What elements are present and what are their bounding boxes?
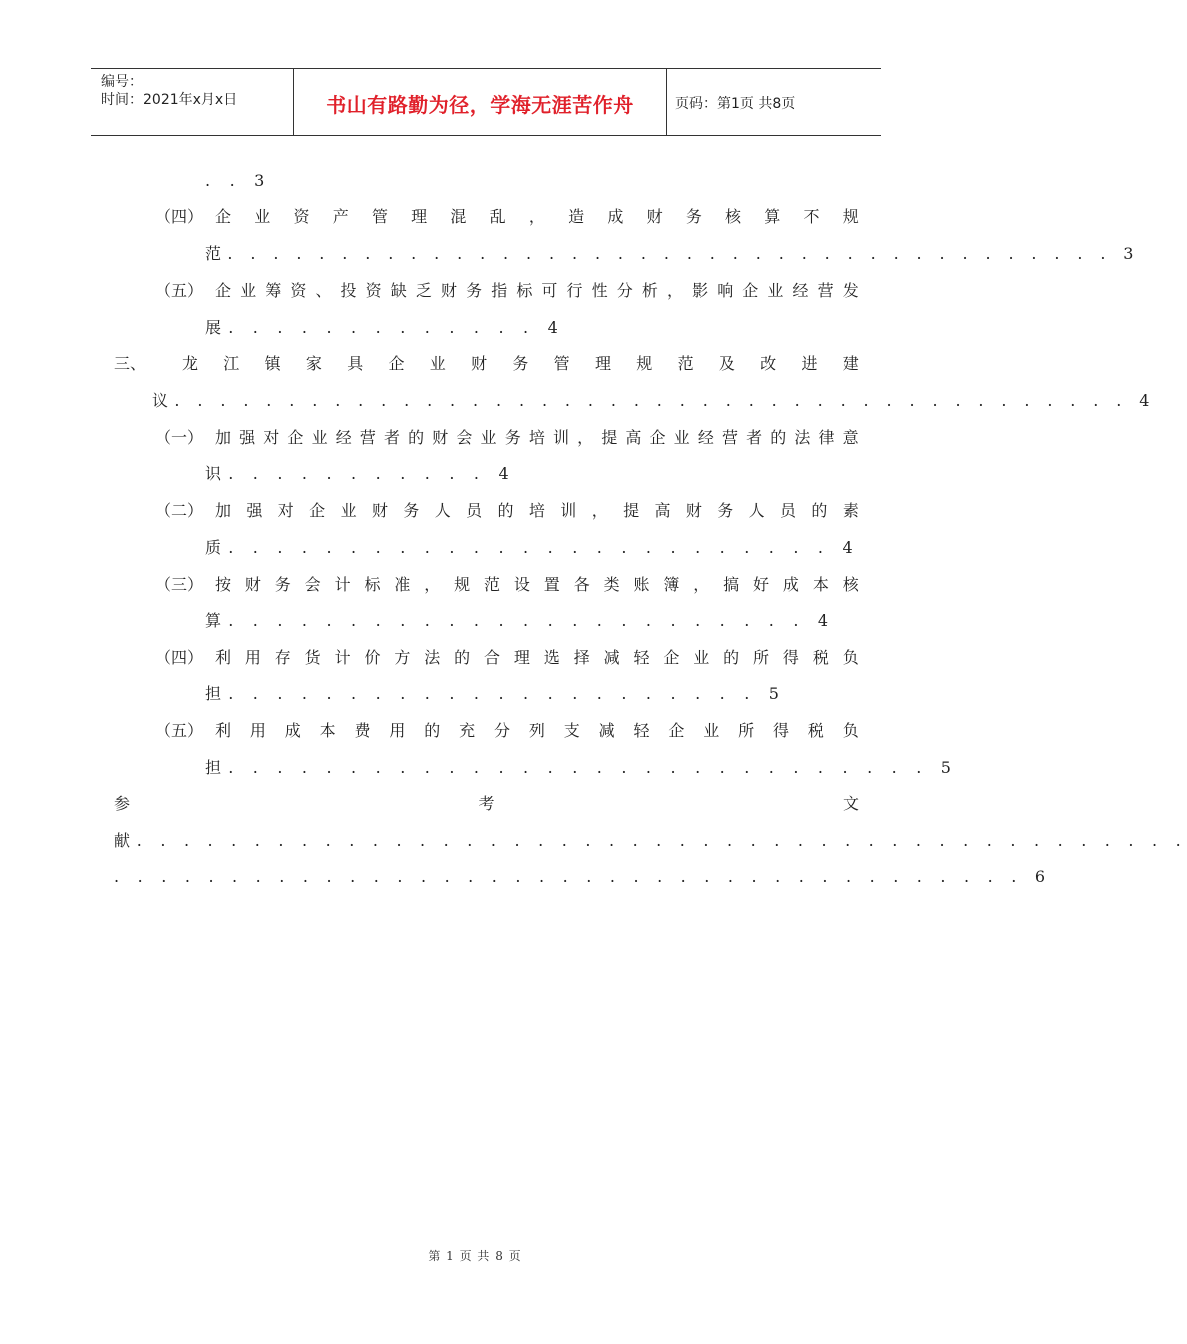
toc-char: 对 xyxy=(263,428,280,447)
toc-line: . . 3 xyxy=(205,171,272,190)
toc-char: 规 xyxy=(842,207,859,226)
toc-char: 员 xyxy=(466,501,483,520)
toc-char: 规 xyxy=(454,575,471,594)
toc-char: 按 xyxy=(215,575,232,594)
toc-char: 务 xyxy=(504,428,521,447)
toc-char: 账 xyxy=(633,575,650,594)
toc-char: 搞 xyxy=(723,575,740,594)
toc-char: 家 xyxy=(305,354,322,373)
toc-entry-number: （一） xyxy=(155,428,204,447)
toc-char: 企 xyxy=(388,354,405,373)
toc-char: 所 xyxy=(753,648,770,667)
toc-entry-title xyxy=(215,647,859,669)
toc-char: 用 xyxy=(249,721,266,740)
toc-char: 训 xyxy=(552,428,569,447)
toc-char: 参 xyxy=(114,794,131,813)
toc-char: 规 xyxy=(636,354,653,373)
toc-char: 本 xyxy=(812,575,829,594)
toc-line: 担. . . . . . . . . . . . . . . . . . . . . . 5 xyxy=(205,684,787,703)
toc-char: 投 xyxy=(340,281,357,300)
toc-char: 发 xyxy=(842,281,859,300)
toc-char: 务 xyxy=(466,281,483,300)
toc-char: ， xyxy=(424,575,441,594)
toc-char: 企 xyxy=(215,281,232,300)
toc-char: 具 xyxy=(347,354,364,373)
toc-char: 的 xyxy=(497,501,514,520)
toc-char: 素 xyxy=(842,501,859,520)
toc-char: 业 xyxy=(673,428,690,447)
document-header xyxy=(91,68,881,136)
toc-char: 镇 xyxy=(264,354,281,373)
toc-char: 影 xyxy=(692,281,709,300)
toc-entry-number: 三、 xyxy=(114,354,147,373)
toc-char: 企 xyxy=(668,721,685,740)
toc-char: ， xyxy=(577,428,594,447)
toc-char: 各 xyxy=(573,575,590,594)
toc-char: 税 xyxy=(812,648,829,667)
toc-char: 行 xyxy=(566,281,583,300)
toc-entry-number: （四） xyxy=(155,207,204,226)
toc-char: 设 xyxy=(513,575,530,594)
toc-char: 列 xyxy=(528,721,545,740)
toc-char: 务 xyxy=(685,207,702,226)
toc-char: 人 xyxy=(748,501,765,520)
toc-char: 经 xyxy=(697,428,714,447)
toc-char: 的 xyxy=(723,648,740,667)
toc-char: 计 xyxy=(334,575,351,594)
toc-char: 培 xyxy=(528,428,545,447)
toc-char: 轻 xyxy=(633,648,650,667)
toc-entry-title xyxy=(114,793,859,815)
toc-char: 加 xyxy=(215,428,232,447)
toc-char: 的 xyxy=(770,428,787,447)
toc-char: 意 xyxy=(842,428,859,447)
toc-char: 提 xyxy=(623,501,640,520)
toc-char: 成 xyxy=(607,207,624,226)
toc-char: 范 xyxy=(677,354,694,373)
toc-char: 资 xyxy=(365,281,382,300)
toc-entry-title xyxy=(215,427,859,449)
toc-char: 用 xyxy=(244,648,261,667)
toc-char: 轻 xyxy=(633,721,650,740)
toc-char: 财 xyxy=(471,354,488,373)
toc-char: 企 xyxy=(287,428,304,447)
toc-entry-number: （三） xyxy=(155,575,204,594)
toc-char: ， xyxy=(591,501,608,520)
toc-char: 培 xyxy=(528,501,545,520)
header-time: 时间：2021年x月x日 xyxy=(101,92,238,108)
toc-char: 、 xyxy=(315,281,332,300)
toc-char: 缺 xyxy=(390,281,407,300)
toc-char: 本 xyxy=(319,721,336,740)
toc-char: 对 xyxy=(277,501,294,520)
toc-char: 的 xyxy=(454,648,471,667)
toc-char: ， xyxy=(528,207,545,226)
header-number: 编号： xyxy=(101,74,143,90)
toc-char: 法 xyxy=(424,648,441,667)
toc-line: 担. . . . . . . . . . . . . . . . . . . . . . . . . . . . . 5 xyxy=(205,758,959,777)
toc-char: 会 xyxy=(456,428,473,447)
toc-char: 资 xyxy=(290,281,307,300)
toc-char: 强 xyxy=(246,501,263,520)
toc-line: 范. . . . . . . . . . . . . . . . . . . . . . . . . . . . . . . . . . . . . . . 3 xyxy=(205,244,1140,263)
toc-char: 文 xyxy=(842,794,859,813)
toc-char: 货 xyxy=(304,648,321,667)
toc-char: 营 xyxy=(817,281,834,300)
toc-char: 响 xyxy=(717,281,734,300)
toc-char: 及 xyxy=(718,354,735,373)
toc-char: 企 xyxy=(309,501,326,520)
toc-char: 产 xyxy=(332,207,349,226)
toc-char: 业 xyxy=(703,721,720,740)
toc-char: 指 xyxy=(491,281,508,300)
toc-char: 分 xyxy=(616,281,633,300)
toc-char: 成 xyxy=(782,575,799,594)
toc-char: 进 xyxy=(801,354,818,373)
toc-char: 财 xyxy=(685,501,702,520)
toc-char: 的 xyxy=(424,721,441,740)
toc-char: 利 xyxy=(215,648,232,667)
toc-char: 会 xyxy=(304,575,321,594)
toc-char: 资 xyxy=(293,207,310,226)
toc-line: 识. . . . . . . . . . . 4 xyxy=(205,464,516,483)
toc-char: 方 xyxy=(394,648,411,667)
toc-entry-number: （五） xyxy=(155,721,204,740)
header-meta xyxy=(101,73,237,109)
toc-char: 合 xyxy=(484,648,501,667)
toc-char: 企 xyxy=(215,207,232,226)
toc-char: 核 xyxy=(725,207,742,226)
toc-char: 理 xyxy=(513,648,530,667)
toc-char: 业 xyxy=(693,648,710,667)
toc-char: 混 xyxy=(450,207,467,226)
toc-char: 龙 xyxy=(182,354,199,373)
toc-line: 展. . . . . . . . . . . . . 4 xyxy=(205,318,566,337)
toc-char: 税 xyxy=(807,721,824,740)
toc-char: 范 xyxy=(484,575,501,594)
toc-char: 提 xyxy=(601,428,618,447)
toc-char: 改 xyxy=(760,354,777,373)
toc-char: 造 xyxy=(568,207,585,226)
toc-char: 人 xyxy=(434,501,451,520)
toc-entry-number: （四） xyxy=(155,648,204,667)
toc-char: 筹 xyxy=(265,281,282,300)
toc-char: 财 xyxy=(440,281,457,300)
toc-char: 乏 xyxy=(415,281,432,300)
toc-char: 财 xyxy=(371,501,388,520)
toc-line: 议. . . . . . . . . . . . . . . . . . . . . . . . . . . . . . . . . . . . . . . . . . 4 xyxy=(152,391,1156,410)
header-page-number: 页码：第1页 共8页 xyxy=(675,96,796,112)
toc-char: 业 xyxy=(240,281,257,300)
toc-char: 经 xyxy=(335,428,352,447)
toc-char: 析 xyxy=(641,281,658,300)
toc-char: 算 xyxy=(764,207,781,226)
header-divider xyxy=(666,69,667,135)
toc-char: 分 xyxy=(494,721,511,740)
toc-char: 乱 xyxy=(489,207,506,226)
toc-line: 质. . . . . . . . . . . . . . . . . . . . . . . . . 4 xyxy=(205,538,860,557)
toc-char: 者 xyxy=(746,428,763,447)
toc-char: 的 xyxy=(408,428,425,447)
toc-char: 财 xyxy=(646,207,663,226)
toc-entry-number: （五） xyxy=(155,281,204,300)
toc-line: 算. . . . . . . . . . . . . . . . . . . . . . . . 4 xyxy=(205,611,836,630)
toc-char: 支 xyxy=(563,721,580,740)
toc-char: 高 xyxy=(654,501,671,520)
toc-char: 簿 xyxy=(663,575,680,594)
toc-char: 价 xyxy=(364,648,381,667)
toc-entry-title xyxy=(215,206,859,228)
header-motto: 书山有路勤为径，学海无涯苦作舟 xyxy=(326,92,634,117)
toc-char: 员 xyxy=(780,501,797,520)
toc-char: 理 xyxy=(594,354,611,373)
toc-char: 用 xyxy=(389,721,406,740)
toc-char: 强 xyxy=(239,428,256,447)
toc-char: 充 xyxy=(459,721,476,740)
toc-char: 理 xyxy=(411,207,428,226)
toc-char: ， xyxy=(666,281,683,300)
toc-char: 的 xyxy=(811,501,828,520)
toc-char: 加 xyxy=(215,501,232,520)
toc-char: 减 xyxy=(598,721,615,740)
toc-char: 业 xyxy=(429,354,446,373)
toc-char: 建 xyxy=(842,354,859,373)
toc-char: 法 xyxy=(794,428,811,447)
toc-char: 负 xyxy=(842,721,859,740)
toc-char: 企 xyxy=(663,648,680,667)
toc-char: 存 xyxy=(274,648,291,667)
toc-char: 核 xyxy=(842,575,859,594)
toc-char: 可 xyxy=(541,281,558,300)
toc-char: 费 xyxy=(354,721,371,740)
toc-char: 财 xyxy=(432,428,449,447)
toc-char: 企 xyxy=(649,428,666,447)
toc-line: 献. . . . . . . . . . . . . . . . . . . . . . . . . . . . . . . . . . . . . . . . . . . . . xyxy=(114,831,1187,850)
toc-char: 财 xyxy=(244,575,261,594)
toc-line: . . . . . . . . . . . . . . . . . . . . . . . . . . . . . . . . . . . . . . . 6 xyxy=(114,867,1052,886)
toc-entry-title xyxy=(182,353,859,375)
toc-char: 务 xyxy=(512,354,529,373)
toc-char: 律 xyxy=(818,428,835,447)
toc-char: 业 xyxy=(767,281,784,300)
page-footer: 第 1 页 共 8 页 xyxy=(428,1249,522,1263)
toc-char: ， xyxy=(693,575,710,594)
toc-char: 江 xyxy=(223,354,240,373)
toc-entry-number: （二） xyxy=(155,501,204,520)
toc-char: 业 xyxy=(480,428,497,447)
toc-char: 管 xyxy=(371,207,388,226)
toc-char: 管 xyxy=(553,354,570,373)
toc-char: 成 xyxy=(284,721,301,740)
toc-char: 标 xyxy=(364,575,381,594)
toc-char: 计 xyxy=(334,648,351,667)
toc-char: 选 xyxy=(543,648,560,667)
toc-entry-title xyxy=(215,500,859,522)
toc-char: 业 xyxy=(254,207,271,226)
toc-char: 性 xyxy=(591,281,608,300)
toc-char: 业 xyxy=(311,428,328,447)
toc-char: 置 xyxy=(543,575,560,594)
toc-char: 标 xyxy=(516,281,533,300)
toc-char: 务 xyxy=(717,501,734,520)
toc-char: 训 xyxy=(560,501,577,520)
toc-char: 营 xyxy=(721,428,738,447)
toc-char: 高 xyxy=(625,428,642,447)
toc-char: 准 xyxy=(394,575,411,594)
toc-entry-title xyxy=(215,280,859,302)
toc-entry-title xyxy=(215,574,859,596)
toc-char: 好 xyxy=(753,575,770,594)
toc-char: 所 xyxy=(738,721,755,740)
toc-char: 营 xyxy=(359,428,376,447)
toc-entry-title xyxy=(215,720,859,742)
toc-char: 得 xyxy=(782,648,799,667)
toc-char: 类 xyxy=(603,575,620,594)
toc-char: 减 xyxy=(603,648,620,667)
toc-char: 务 xyxy=(403,501,420,520)
toc-char: 利 xyxy=(215,721,232,740)
toc-char: 业 xyxy=(340,501,357,520)
toc-char: 务 xyxy=(274,575,291,594)
toc-char: 考 xyxy=(478,794,495,813)
toc-char: 经 xyxy=(792,281,809,300)
toc-char: 者 xyxy=(383,428,400,447)
toc-char: 得 xyxy=(773,721,790,740)
toc-char: 不 xyxy=(803,207,820,226)
toc-char: 择 xyxy=(573,648,590,667)
toc-char: 企 xyxy=(742,281,759,300)
toc-char: 负 xyxy=(842,648,859,667)
